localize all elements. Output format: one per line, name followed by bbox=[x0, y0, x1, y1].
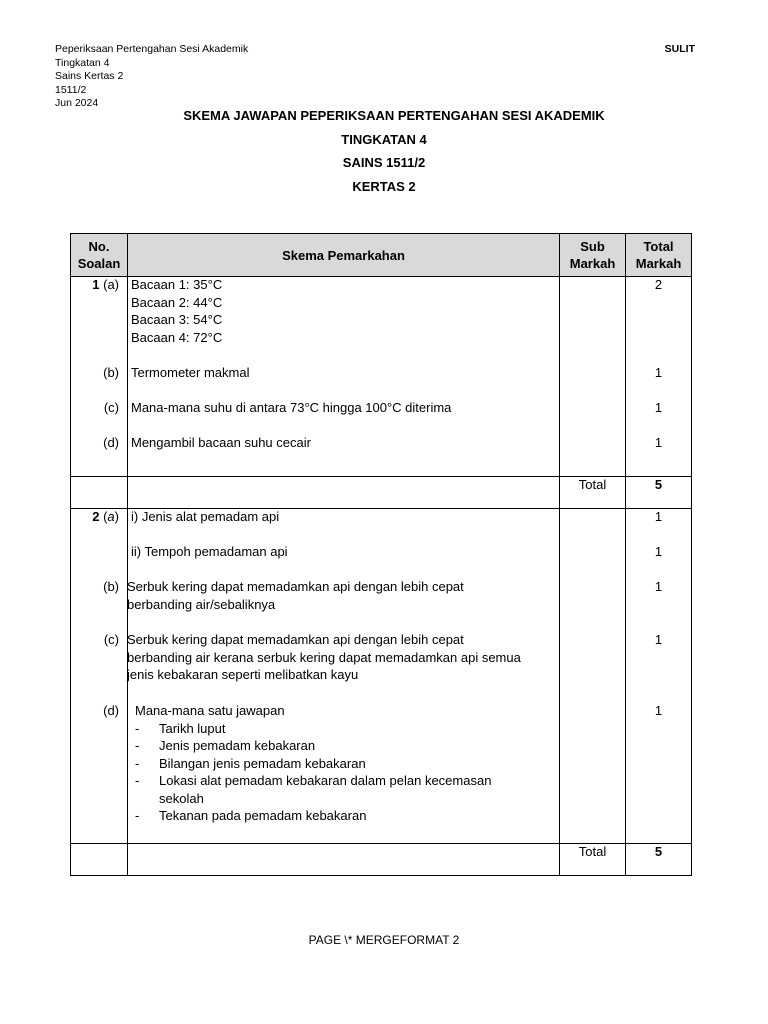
q2d-item-4-continued: sekolah bbox=[159, 790, 204, 806]
q1-total-label: Total bbox=[560, 477, 626, 509]
question-1-numbers bbox=[71, 277, 128, 477]
meta-line-form: Tingkatan 4 bbox=[55, 56, 110, 69]
q2-total-label: Total bbox=[560, 844, 626, 876]
header-marking-scheme: Skema Pemarkahan bbox=[128, 234, 560, 277]
q2-total-value: 5 bbox=[626, 844, 692, 876]
q1d-mark: 1 bbox=[654, 435, 663, 450]
q2a-label: 2 (a) bbox=[92, 509, 119, 524]
header-question-number: No. Soalan bbox=[71, 234, 128, 277]
question-1-marks bbox=[626, 277, 692, 477]
q2d-label: (d) bbox=[103, 703, 119, 718]
question-2-sub-marks bbox=[560, 509, 626, 844]
q1b-mark: 1 bbox=[654, 365, 663, 380]
q2b-mark: 1 bbox=[654, 579, 663, 594]
meta-line-date: Jun 2024 bbox=[55, 97, 99, 109]
table-header-row bbox=[71, 234, 692, 277]
marking-scheme-table bbox=[70, 233, 692, 876]
meta-line-subject: Sains Kertas 2 bbox=[55, 70, 124, 82]
q2c-label: (c) bbox=[103, 632, 119, 647]
q2c-answer-line-1: Serbuk kering dapat memadamkan api dengan lebih cepat bbox=[127, 632, 464, 647]
title-scheme: SKEMA JAWAPAN PEPERIKSAAN PERTENGAHAN SESI AKADEMIK bbox=[183, 108, 605, 123]
q2d-mark: 1 bbox=[654, 703, 663, 718]
q1a-reading-3: Bacaan 3: 54°C bbox=[131, 312, 223, 327]
q1c-label: (c) bbox=[103, 400, 119, 415]
question-2-marks bbox=[626, 509, 692, 844]
q1b-label: (b) bbox=[103, 365, 119, 380]
q1-total-value: 5 bbox=[626, 477, 692, 509]
classification-label: SULIT bbox=[664, 43, 695, 55]
document-titles bbox=[0, 104, 768, 198]
question-1-answers bbox=[128, 277, 560, 477]
q1c-mark: 1 bbox=[654, 400, 663, 415]
q2b-answer-line-1: Serbuk kering dapat memadamkan api dengan lebih cepat bbox=[127, 579, 464, 594]
header-total-mark: Total Markah bbox=[626, 234, 692, 277]
q2b-answer-line-2: berbanding air/sebaliknya bbox=[127, 596, 276, 612]
question-2-row bbox=[71, 509, 692, 844]
question-1-row bbox=[71, 277, 692, 477]
question-2-answers bbox=[128, 509, 560, 844]
q1a-mark: 2 bbox=[654, 277, 663, 292]
q1a-label: 1 (a) bbox=[92, 277, 119, 292]
title-form: TINGKATAN 4 bbox=[341, 131, 427, 147]
q1a-reading-1: Bacaan 1: 35°C bbox=[131, 277, 223, 292]
q2a-ii-answer: ii) Tempoh pemadaman api bbox=[131, 544, 288, 559]
q2a-ii-mark: 1 bbox=[654, 544, 663, 559]
q2d-item-2: - Jenis pemadam kebakaran bbox=[135, 738, 316, 753]
q2b-label: (b) bbox=[103, 579, 119, 594]
meta-line-code: 1511/2 bbox=[55, 83, 87, 96]
question-2-total-row bbox=[71, 844, 692, 876]
page-footer: PAGE \* MERGEFORMAT 2 bbox=[308, 933, 460, 947]
q2d-item-3: - Bilangan jenis pemadam kebakaran bbox=[135, 755, 366, 771]
q1c-answer: Mana-mana suhu di antara 73°C hingga 100°C diterima bbox=[131, 400, 452, 415]
q2d-item-1: - Tarikh luput bbox=[135, 720, 226, 736]
q2a-i-mark: 1 bbox=[654, 509, 663, 524]
question-1-sub-marks bbox=[560, 277, 626, 477]
q2d-item-4: - Lokasi alat pemadam kebakaran dalam pelan kecemasan bbox=[135, 773, 492, 788]
q1b-answer: Termometer makmal bbox=[131, 365, 250, 380]
q1d-answer: Mengambil bacaan suhu cecair bbox=[131, 435, 311, 450]
q1a-reading-4: Bacaan 4: 72°C bbox=[131, 329, 223, 345]
question-2-numbers bbox=[71, 509, 128, 844]
title-paper: KERTAS 2 bbox=[352, 178, 416, 194]
title-subject: SAINS 1511/2 bbox=[342, 155, 426, 170]
q2c-answer-line-3: jenis kebakaran seperti melibatkan kayu bbox=[127, 667, 359, 682]
meta-line-exam: Peperiksaan Pertengahan Sesi Akademik bbox=[55, 43, 249, 55]
header-sub-mark: Sub Markah bbox=[560, 234, 626, 277]
q2c-answer-line-2: berbanding air kerana serbuk kering dapat memadamkan api semua bbox=[127, 649, 521, 665]
question-1-total-row bbox=[71, 477, 692, 509]
q2a-i-answer: i) Jenis alat pemadam api bbox=[131, 509, 280, 524]
q1d-label: (d) bbox=[103, 435, 119, 450]
q1a-reading-2: Bacaan 2: 44°C bbox=[131, 294, 223, 310]
q2d-intro: Mana-mana satu jawapan bbox=[135, 703, 285, 718]
q2c-mark: 1 bbox=[654, 632, 663, 647]
q2d-item-5: - Tekanan pada pemadam kebakaran bbox=[135, 808, 367, 823]
exam-meta bbox=[55, 43, 248, 111]
